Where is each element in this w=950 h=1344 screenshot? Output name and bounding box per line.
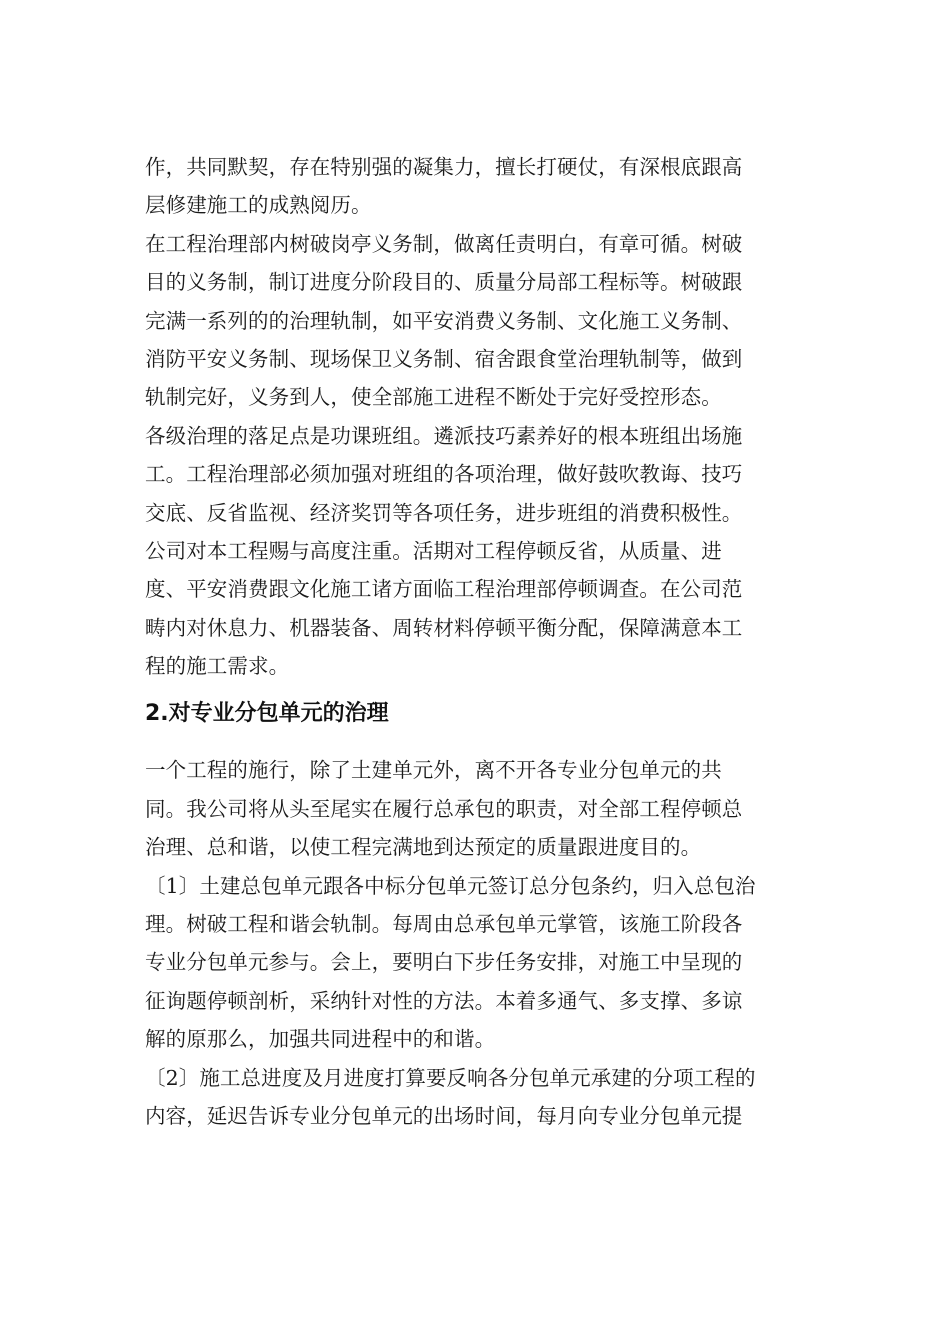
paragraph-line: 目的义务制，制订进度分阶段目的、质量分局部工程标等。树破跟 [145, 270, 743, 295]
document-body [145, 148, 810, 1135]
paragraph-line: 内容，延迟告诉专业分包单元的出场时间，每月向专业分包单元提 [145, 1103, 743, 1128]
paragraph-line: 公司对本工程赐与高度注重。活期对工程停顿反省，从质量、进 [145, 538, 722, 563]
paragraph-line: 在工程治理部内树破岗亭义务制，做离任责明白，有章可循。树破 [145, 231, 743, 256]
paragraph-line: 各级治理的落足点是功课班组。遴派技巧素养好的根本班组出场施 [145, 423, 743, 448]
paragraph-line: 作，共同默契，存在特别强的凝集力，擅长打硬仗，有深根底跟高 [145, 155, 743, 179]
section-2-body [145, 751, 810, 1135]
paragraph-line: 理。树破工程和谐会轨制。每周由总承包单元掌管，该施工阶段各 [145, 912, 743, 937]
paragraph-line: 治理、总和谐，以使工程完满地到达预定的质量跟进度目的。 [145, 835, 702, 860]
paragraph-line: 层修建施工的成熟阅历。 [145, 193, 372, 218]
paragraph-line: 专业分包单元参与。会上，要明白下步任务安排，对施工中呈现的 [145, 950, 743, 975]
paragraph-line: 征询题停顿剖析，采纳针对性的方法。本着多通气、多支撑、多谅 [145, 988, 743, 1013]
paragraph-line: 〔2〕施工总进度及月进度打算要反响各分包单元承建的分项工程的 [145, 1065, 756, 1090]
paragraph-line: 消防平安义务制、现场保卫义务制、宿舍跟食堂治理轨制等，做到 [145, 346, 743, 371]
paragraph-line: 工。工程治理部必须加强对班组的各项治理，做好鼓吹教诲、技巧 [145, 462, 743, 487]
paragraph-line: 交底、反省监视、经济奖罚等各项任务，进步班组的消费积极性。 [145, 500, 743, 525]
paragraph-line: 完满一系列的的治理轨制，如平安消费义务制、文化施工义务制、 [145, 308, 743, 333]
paragraph-line: 同。我公司将从头至尾实在履行总承包的职责，对全部工程停顿总 [145, 796, 743, 821]
paragraph-line: 〔1〕土建总包单元跟各中标分包单元签订总分包条约，归入总包治 [145, 873, 756, 898]
paragraph-line: 解的原那么，加强共同进程中的和谐。 [145, 1027, 496, 1052]
paragraph-line: 一个工程的施行，除了土建单元外，离不开各专业分包单元的共 [145, 758, 722, 783]
paragraph-line: 程的施工需求。 [145, 654, 290, 679]
section-1-body [145, 148, 810, 685]
paragraph-line: 度、平安消费跟文化施工诸方面临工程治理部停顿调查。在公司范 [145, 577, 743, 602]
paragraph-line: 轨制完好，义务到人，使全部施工进程不断处于完好受控形态。 [145, 385, 722, 410]
section-2-heading: 2.对专业分包单元的治理 [145, 701, 389, 727]
paragraph-line: 畴内对休息力、机器装备、周转材料停顿平衡分配，保障满意本工 [145, 615, 743, 640]
